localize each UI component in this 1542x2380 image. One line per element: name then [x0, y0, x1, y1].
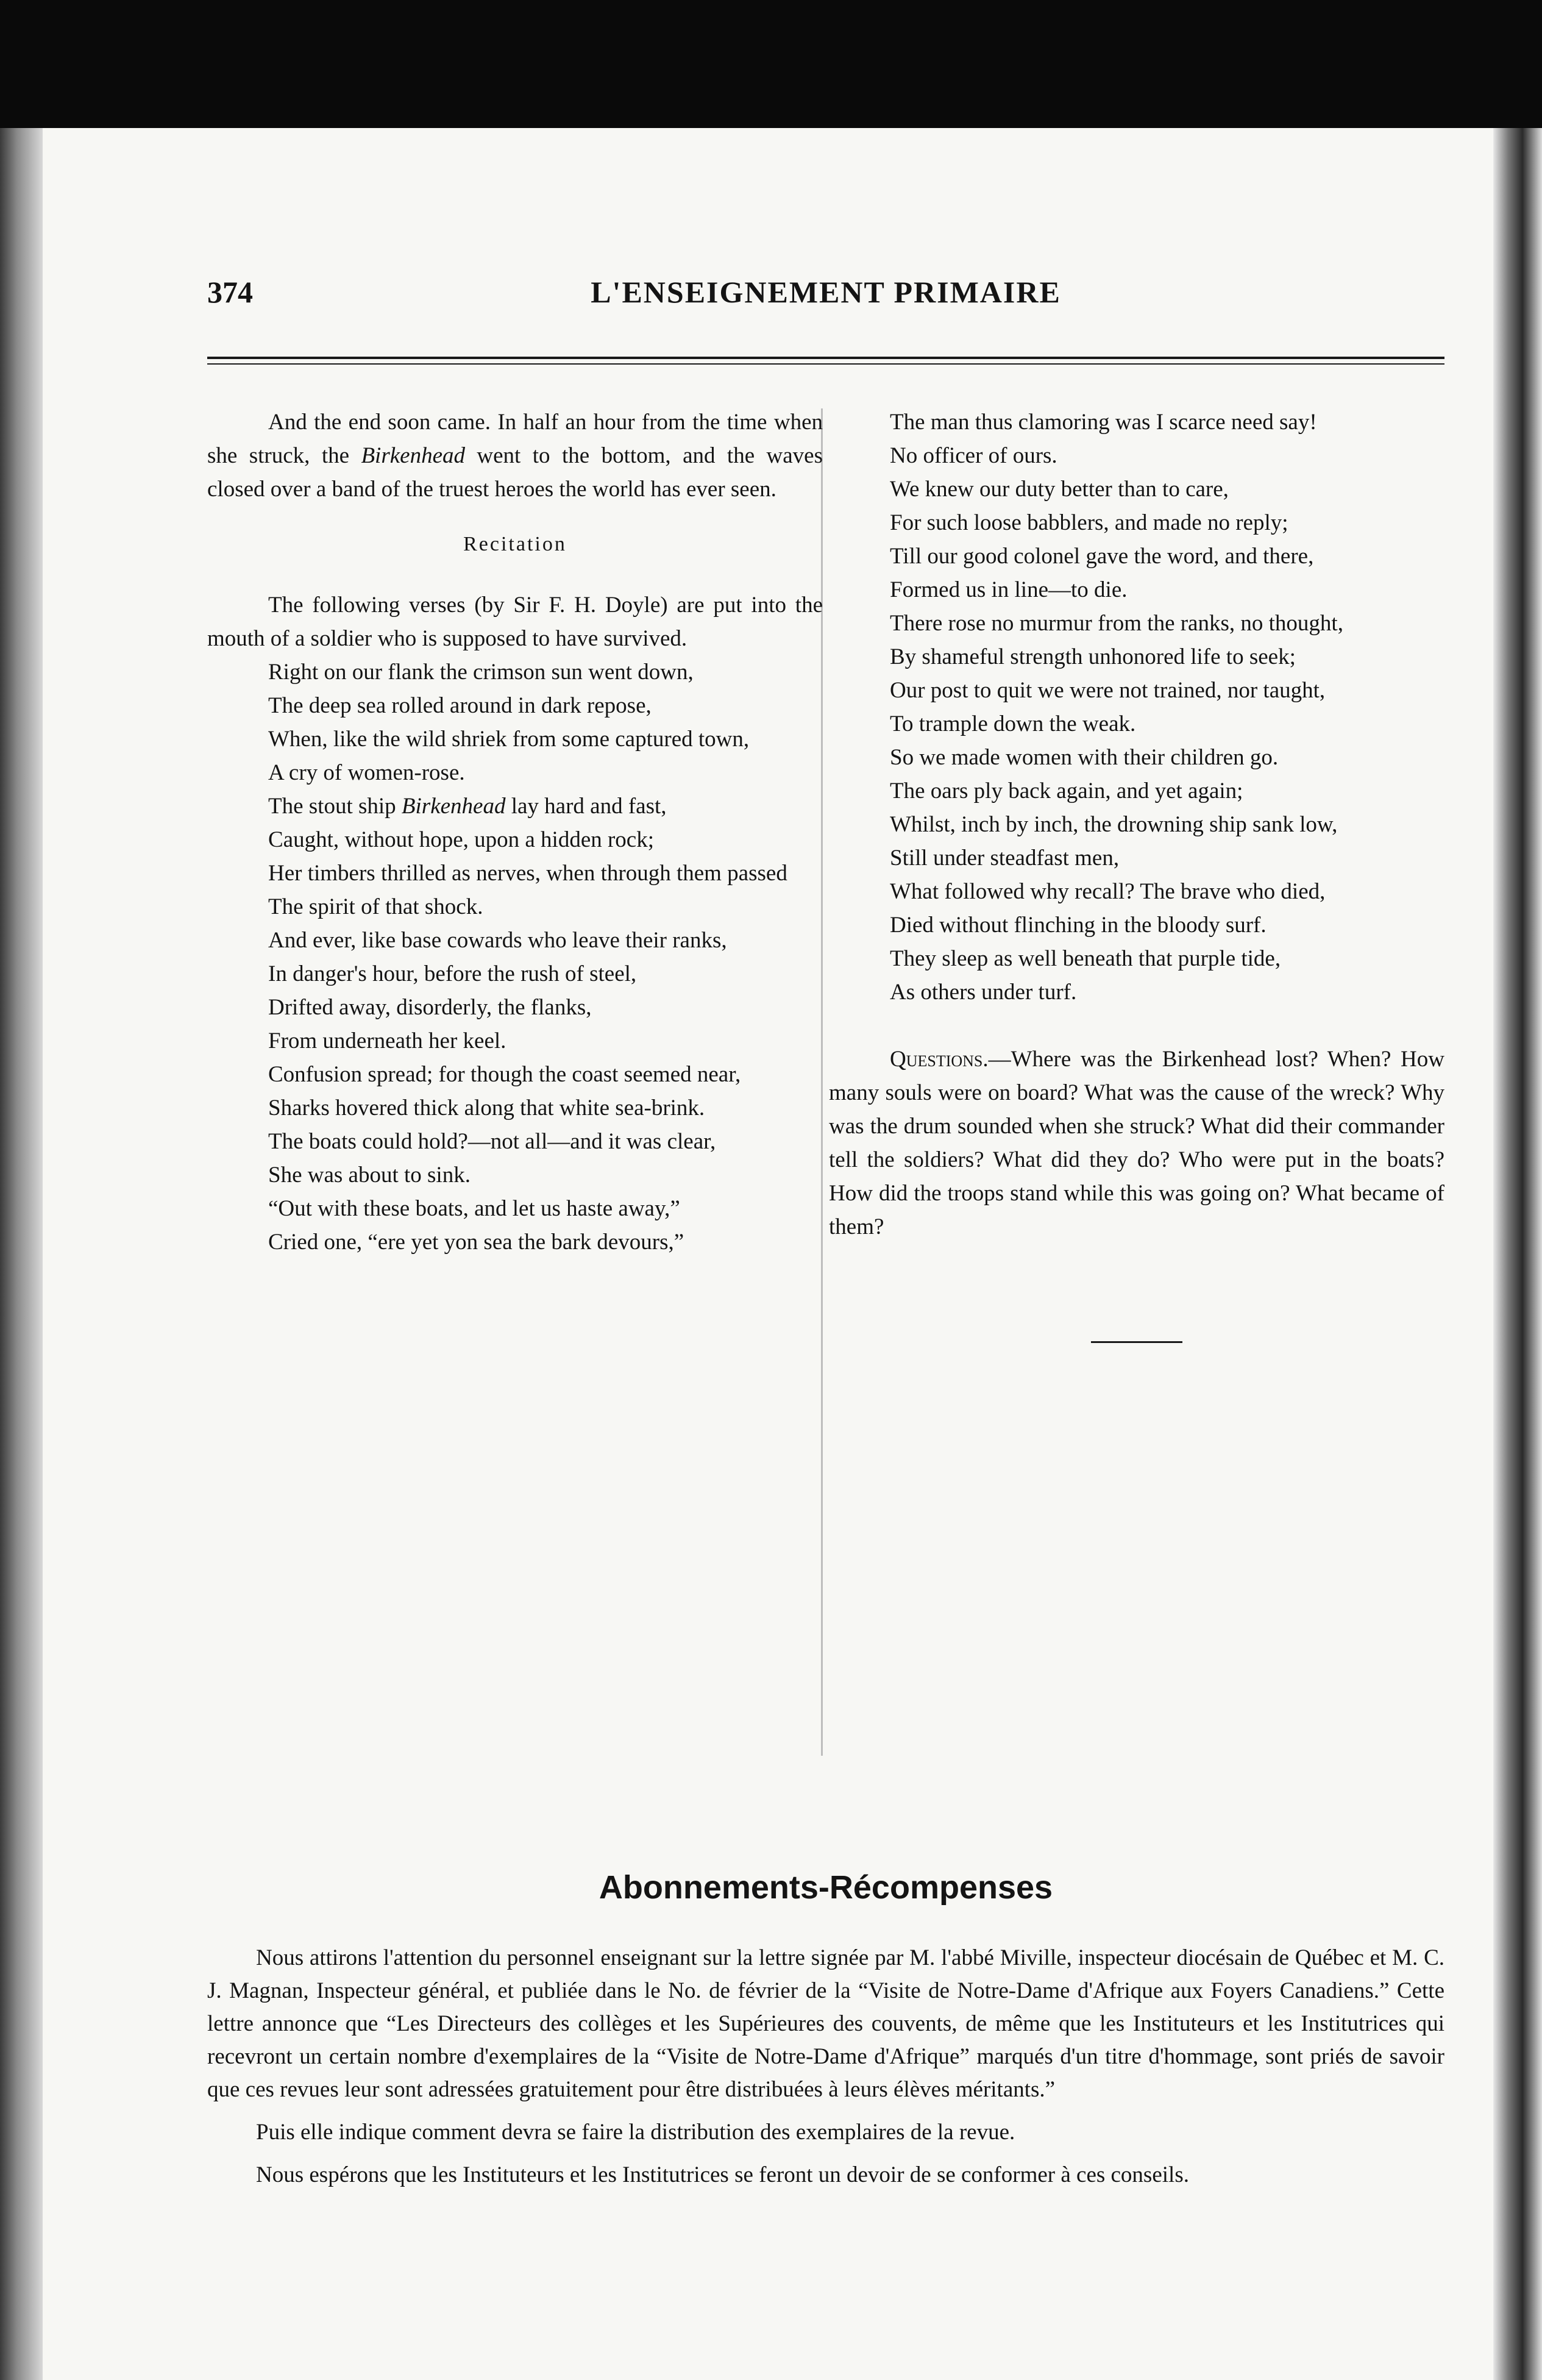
section-paragraph: Nous attirons l'attention du personnel enseignant sur la lettre signée par M. l'abbé Miville, inspecteur diocésain de Québec et M. C. J. Magnan, Inspecteur général, et publiée dans le No. de février de la “Visite de Notre-Dame d'Afrique aux Foyers Canadiens.” Cette lettre annonce que “Les Directeurs des collèges et les Supérieures des couvents, de même que les Instituteurs et les Institutrices qui recevront un certain nombre d'exemplaires de la “Visite de Notre-Dame d'Afrique” marqués d'un titre d'hommage, sont priés de savoir que ces revues leur sont adressées gratuitement pour être distribuées à leurs élèves méritants.” [207, 1945, 1444, 2102]
verse-line: Sharks hovered thick along that white sea-brink. [268, 1096, 705, 1121]
verse-line: From underneath her keel. [268, 1028, 506, 1053]
verse-line: Drifted away, disorderly, the flanks, [268, 995, 592, 1020]
section-paragraph: Nous espérons que les Instituteurs et les Institutrices se feront un devoir de se conformer à ces conseils. [256, 2162, 1189, 2187]
verse-line: Her timbers thrilled as nerves, when through them passed [268, 861, 787, 886]
page-number: 374 [207, 275, 253, 309]
intro-paragraph: And the end soon came. In half an hour from the time when she struck, the Birkenhead went to the bottom, and the waves closed over a band of the truest heroes the world has ever seen. [207, 410, 823, 502]
verse-line: Whilst, inch by inch, the drowning ship sank low, [890, 812, 1338, 837]
verse-line: The boats could hold?—not all—and it was clear, [268, 1129, 716, 1154]
verses-block-b [207, 823, 823, 1259]
verse-line: By shameful strength unhonored life to seek; [890, 644, 1296, 669]
ship-name: Birkenhead [401, 794, 506, 819]
page [43, 128, 1493, 2380]
recitation-heading: Recitation [463, 533, 567, 555]
verse-line: No officer of ours. [890, 443, 1057, 468]
verse-line: The oars ply back again, and yet again; [890, 778, 1243, 803]
verse-line: The man thus clamoring was I scarce need say! [890, 410, 1317, 435]
verse-line: What followed why recall? The brave who died, [890, 879, 1326, 904]
verse-line: She was about to sink. [268, 1163, 471, 1188]
scan-border-left [0, 128, 43, 2380]
verse-line: A cry of women-rose. [268, 760, 465, 785]
verse-line: As others under turf. [890, 980, 1077, 1005]
section-body [207, 1942, 1444, 2201]
recitation-preface: The following verses (by Sir F. H. Doyle) are put into the mouth of a soldier who is supposed to have survived. [207, 593, 823, 651]
verse-line: And ever, like base cowards who leave their ranks, [268, 928, 727, 953]
verse-line: In danger's hour, before the rush of steel, [268, 961, 637, 986]
running-title: L'ENSEIGNEMENT PRIMAIRE [591, 275, 1061, 309]
right-column [829, 405, 1444, 1343]
questions-paragraph [829, 1042, 1444, 1244]
questions-label: Questions. [890, 1047, 989, 1072]
verse-line: Died without flinching in the bloody surf. [890, 913, 1267, 938]
verse-line: Our post to quit we were not trained, nor taught, [890, 678, 1326, 703]
questions-text: —Where was the Birkenhead lost? When? How many souls were on board? What was the cause of the wreck? Why was the drum sounded when she struck? What did their commander tell the soldiers? What did they do? Who were put in the boats? How did the troops stand while this was going on? What became of them? [829, 1047, 1444, 1239]
verses-block-right [829, 405, 1444, 1009]
verse-line: Confusion spread; for though the coast seemed near, [268, 1062, 741, 1087]
verse-line: For such loose babblers, and made no reply; [890, 510, 1288, 535]
header-rule-thin [207, 363, 1444, 365]
verse-line: The stout ship Birkenhead lay hard and fast, [268, 794, 667, 819]
verse-line: Still under steadfast men, [890, 846, 1120, 871]
header-rule-thick [207, 357, 1444, 359]
section-end-rule [1091, 1341, 1182, 1343]
verse-line: They sleep as well beneath that purple tide, [890, 946, 1281, 971]
verse-line: Till our good colonel gave the word, and there, [890, 544, 1314, 569]
page-header [207, 274, 1444, 317]
section-paragraph: Puis elle indique comment devra se faire la distribution des exemplaires de la revue. [256, 2120, 1015, 2145]
ship-name: Birkenhead [361, 443, 465, 468]
verse-line: Formed us in line—to die. [890, 577, 1128, 602]
verse-line: So we made women with their children go. [890, 745, 1279, 770]
verse-line: To trample down the weak. [890, 711, 1136, 736]
verse-line: The spirit of that shock. [268, 894, 483, 919]
verse-line: We knew our duty better than to care, [890, 477, 1229, 502]
left-column [207, 405, 823, 1259]
verse-line: Caught, without hope, upon a hidden rock; [268, 827, 655, 852]
verse-line: The deep sea rolled around in dark repose, [268, 693, 652, 718]
verse-line: Right on our flank the crimson sun went down, [268, 660, 694, 685]
verse-line: There rose no murmur from the ranks, no thought, [890, 611, 1343, 636]
verses-block-a [207, 655, 823, 789]
section-title: Abonnements-Récompenses [599, 1869, 1053, 1906]
verse-line: “Out with these boats, and let us haste away,” [268, 1196, 680, 1221]
verse-line: When, like the wild shriek from some captured town, [268, 727, 750, 752]
scan-border-right [1493, 128, 1542, 2380]
verse-line: Cried one, “ere yet yon sea the bark devours,” [268, 1230, 684, 1255]
scan-border-top [0, 0, 1542, 128]
